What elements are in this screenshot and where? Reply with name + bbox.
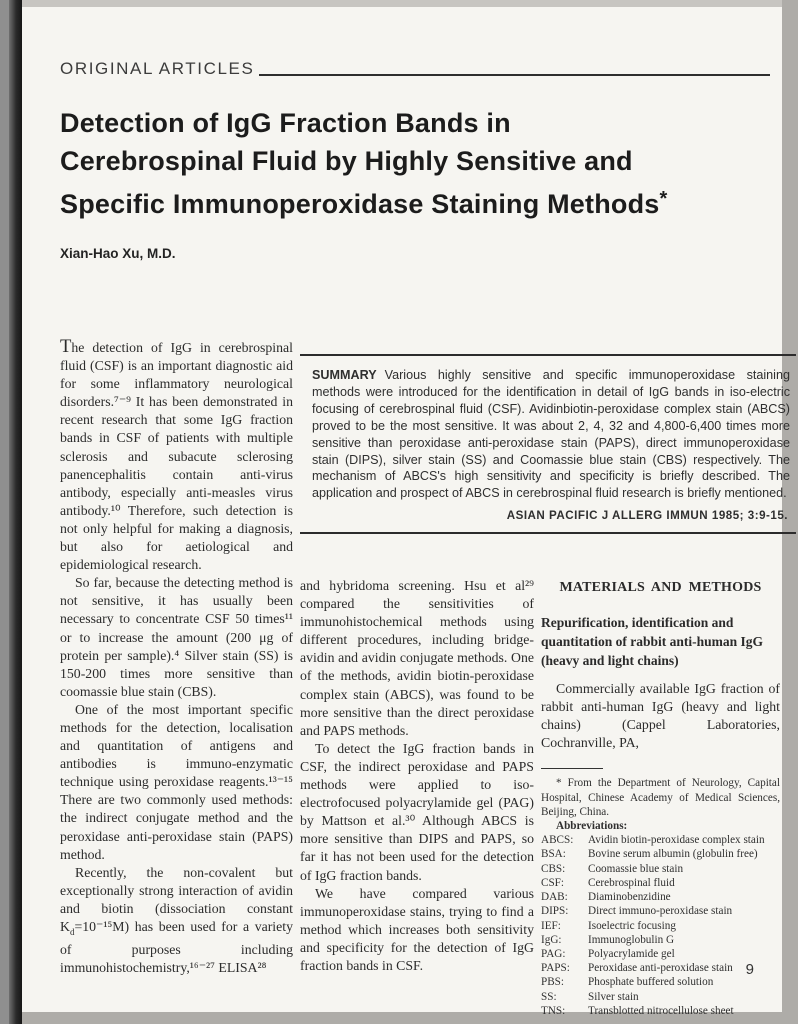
middle-paragraph-3: We have compared various immunoperoxidase stains, trying to find a method which increases both sensitivity and specificity for the detection of IgG fraction bands in CSF. — [300, 885, 534, 973]
scan-edge-top — [22, 0, 782, 7]
abbreviation-row: PAG: Polyacrylamide gel — [541, 947, 675, 960]
abbreviation-row: DAB: Diaminobenzidine — [541, 891, 671, 904]
summary-label: SUMMARY — [312, 368, 377, 382]
section-kicker-row — [60, 59, 770, 79]
abbreviation-row: CBS: Coomassie blue stain — [541, 862, 684, 875]
affiliation-footnote: * From the Department of Neurology, Capital Hospital, Chinese Academy of Medical Sciences, Beijing, China. — [541, 777, 780, 818]
footnote-block — [541, 768, 780, 1017]
title-footnote-mark: * — [659, 188, 668, 210]
column-left — [60, 338, 293, 977]
summary-body: Various highly sensitive and specific immunoperoxidase staining methods were introduced for the identification in detail of IgG bands in iso-electric focusing of cerebrospinal fluid (CSF). Avidinbiotin-peroxidase complex stain (ABCS) proved to be the most sensitive. It was about 2, 4, 32 and 4,800-6,400 times more sensitive than peroxidase anti-peroxidase stain (PAPS), direct immunoperoxidase stain (DIPS), silver stain (SS) and Coomassie blue stain (CBS) respectively. The mechanism of ABCS's high sensitivity and specificity is briefly described. The application and prospect of ABCS in cerebrospinal fluid research is briefly mentioned. — [312, 368, 790, 501]
summary-box — [300, 354, 796, 534]
author-byline: Xian-Hao Xu, M.D. — [60, 246, 176, 261]
abbreviation-row: SS: Silver stain — [541, 990, 639, 1003]
kd-subscript: d — [69, 926, 75, 937]
abbreviation-row: PBS: Phosphate buffered solution — [541, 976, 714, 989]
intro-paragraph-2: So far, because the detecting method is not sensitive, it has usually been necessary to concentrate CSF 50 times¹¹ or to increase the amount (200 μg of protein per sample).⁴ Silver stain (SS) is 150-200 times more sensitive than coomassie blue stain (CBS). — [60, 575, 293, 699]
journal-page — [22, 7, 790, 1017]
scan-edge-left — [0, 0, 9, 1024]
abbreviation-row: PAPS: Peroxidase anti-peroxidase stain — [541, 962, 733, 975]
article-title-line2: Cerebrospinal Fluid by Highly Sensitive and — [60, 146, 633, 176]
intro-paragraph-1: The detection of IgG in cerebrospinal fluid (CSF) is an important diagnostic aid for some inflammatory neurological disorders.⁷⁻⁹ It has been demonstrated in recent research that some IgG fraction bands in CSF of patients with multiple sclerosis and subacute sclerosing panencephalitis contain anti-virus antibody, especially anti-measles virus antibody.¹⁰ Therefore, such detection is not only helpful for making a diagnosis, but also for aetiological and epidemiological research. — [60, 336, 293, 573]
intro-paragraph-3: One of the most important specific methods for the detection, localisation and quantitation of antigens and antibodies is immuno-enzymatic technique using peroxidase reagents.¹³⁻¹⁵ There are two commonly used methods: the indirect conjugate method and the peroxidase anti-peroxidase stain (PAPS) method. — [60, 701, 293, 862]
abbreviations-label: Abbreviations: — [556, 820, 628, 833]
column-middle — [300, 577, 534, 975]
page-number: 9 — [745, 961, 754, 978]
abbreviation-row: IgG: Immunoglobulin G — [541, 933, 675, 946]
intro-paragraph-4: Recently, the non-covalent but exceptionally strong interaction of avidin and biotin (dissociation constant $K_d=10^{-15}M$) has been used for a variety of purposes including immunohistochemistry,¹⁶⁻²⁷ ELISA²⁸ — [60, 864, 293, 975]
right-paragraph-1: Commercially available IgG fraction of rabbit anti-human IgG (heavy and light chains) (Cappel Laboratories, Cochranville, PA, — [541, 681, 780, 751]
article-title-line3: Specific Immunoperoxidase Staining Methods* — [60, 188, 668, 219]
article-title-line1: Detection of IgG Fraction Bands in — [60, 108, 511, 138]
section-kicker: ORIGINAL ARTICLES — [60, 59, 255, 78]
scan-shadow-left — [9, 0, 22, 1024]
subsection-heading-repurification: Repurification, identification and quantitation of rabbit anti-human IgG (heavy and light chains) — [541, 615, 764, 669]
middle-paragraph-2: To detect the IgG fraction bands in CSF, the indirect peroxidase and PAPS methods were applied to iso-electrofocused polyacrylamide gel (PAG) by Mattson et al.³⁰ Although ABCS is more sensitive than DIPS and PAPS, so far it has not been used for the detection of IgG fraction bands. — [300, 740, 534, 883]
section-heading-materials-methods: MATERIALS AND METHODS — [559, 580, 762, 595]
article-title — [60, 104, 750, 223]
abbreviation-row: CSF: Cerebrospinal fluid — [541, 876, 675, 889]
abbreviation-row: ABCS: Avidin biotin-peroxidase complex stain — [541, 834, 765, 847]
kicker-rule — [259, 74, 770, 76]
column-right — [541, 577, 780, 1018]
journal-citation: ASIAN PACIFIC J ALLERG IMMUN 1985; 3:9-15. — [506, 509, 788, 523]
abbreviation-row: IEF: Isoelectric focusing — [541, 919, 676, 932]
middle-paragraph-1: and hybridoma screening. Hsu et al²⁹ compared the sensitivities of immunohistochemical methods using different procedures, including bridge-avidin and avidin conjugate methods. One of the methods, avidin biotin-peroxidase complex stain (ABCS), was found to be more sensitive than the direct peroxidase and PAPS methods. — [300, 578, 534, 738]
abbreviation-row: DIPS: Direct immuno-peroxidase stain — [541, 905, 733, 918]
abbreviation-row: TNS: Transblotted nitrocellulose sheet — [541, 1004, 734, 1017]
footnote-rule — [541, 768, 603, 769]
abbreviation-row: BSA: Bovine serum albumin (globulin free) — [541, 848, 758, 861]
